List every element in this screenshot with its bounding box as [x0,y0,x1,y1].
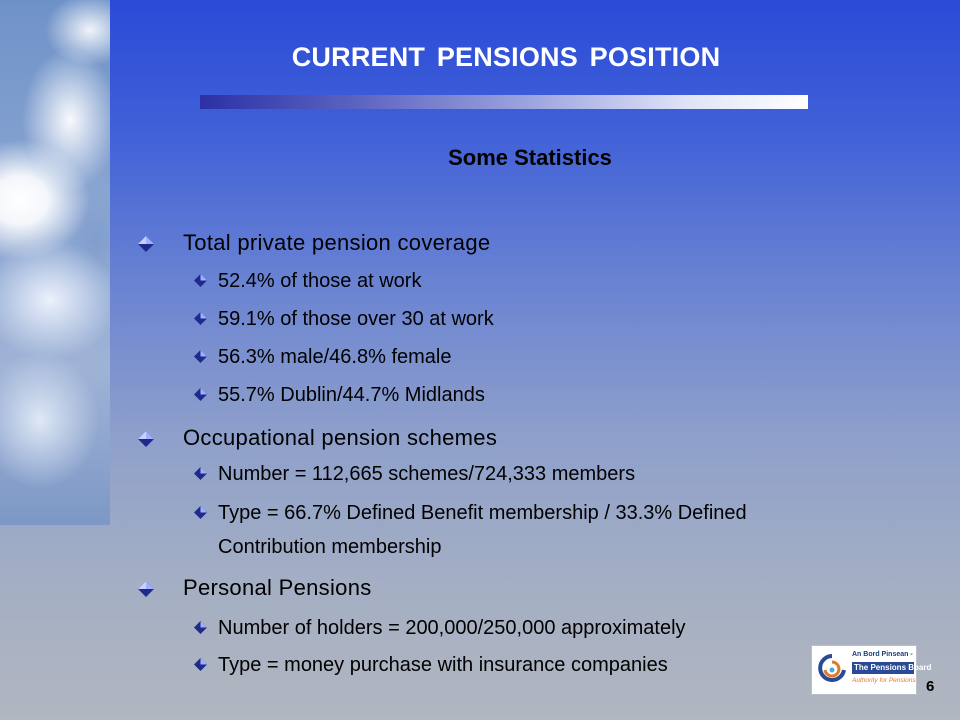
logo-line-english: The Pensions Board [854,663,932,672]
pensions-board-emblem-icon [816,652,848,688]
bullet-heading: Occupational pension schemes [183,425,498,450]
sub-bullet [0,615,686,641]
bullet-occupational-schemes [0,425,497,451]
slide-subtitle: Some Statistics [448,145,612,170]
slide-title: CURRENT PENSIONS POSITION [291,42,721,72]
sub-bullet [0,268,421,294]
diamond-bullet-icon [138,431,154,447]
sub-bullet [0,461,635,487]
small-diamond-bullet-icon [194,621,207,634]
small-diamond-bullet-icon [194,658,207,671]
diamond-bullet-icon [138,236,154,252]
small-diamond-bullet-icon [194,274,207,287]
sub-bullet [0,306,494,332]
pensions-board-logo [812,646,932,694]
sub-bullet [0,344,451,370]
title-gradient-bar [200,95,808,109]
bullet-personal-pensions [0,575,372,601]
small-diamond-bullet-icon [194,312,207,325]
sub-bullet-text: Type = money purchase with insurance companies [218,654,668,676]
bullet-heading: Total private pension coverage [183,230,491,255]
small-diamond-bullet-icon [194,506,207,519]
sub-bullet [0,382,485,408]
sub-bullet-text: Number = 112,665 schemes/724,333 members [218,463,636,485]
sub-bullet-text: 59.1% of those over 30 at work [218,308,494,330]
bullet-total-private-coverage [0,230,490,256]
diamond-bullet-icon [138,581,154,597]
sub-bullet-text: 52.4% of those at work [218,270,422,292]
sub-bullet [0,500,747,526]
bullet-heading: Personal Pensions [183,575,372,600]
small-diamond-bullet-icon [194,350,207,363]
sub-bullet-text: 55.7% Dublin/44.7% Midlands [218,384,485,406]
sub-bullet [0,652,668,678]
sub-bullet-text: Contribution membership [218,536,442,558]
small-diamond-bullet-icon [194,467,207,480]
sub-bullet-text: 56.3% male/46.8% female [218,346,452,368]
sub-bullet-continuation [218,534,441,560]
logo-line-irish: An Bord Pinsean - [852,651,913,658]
small-diamond-bullet-icon [194,388,207,401]
logo-tagline: Authority for Pensions [852,677,916,684]
page-number: 6 [926,678,935,695]
sub-bullet-text: Number of holders = 200,000/250,000 approximately [218,617,686,639]
sub-bullet-text: Type = 66.7% Defined Benefit membership / 33.3% Defined [218,502,747,524]
